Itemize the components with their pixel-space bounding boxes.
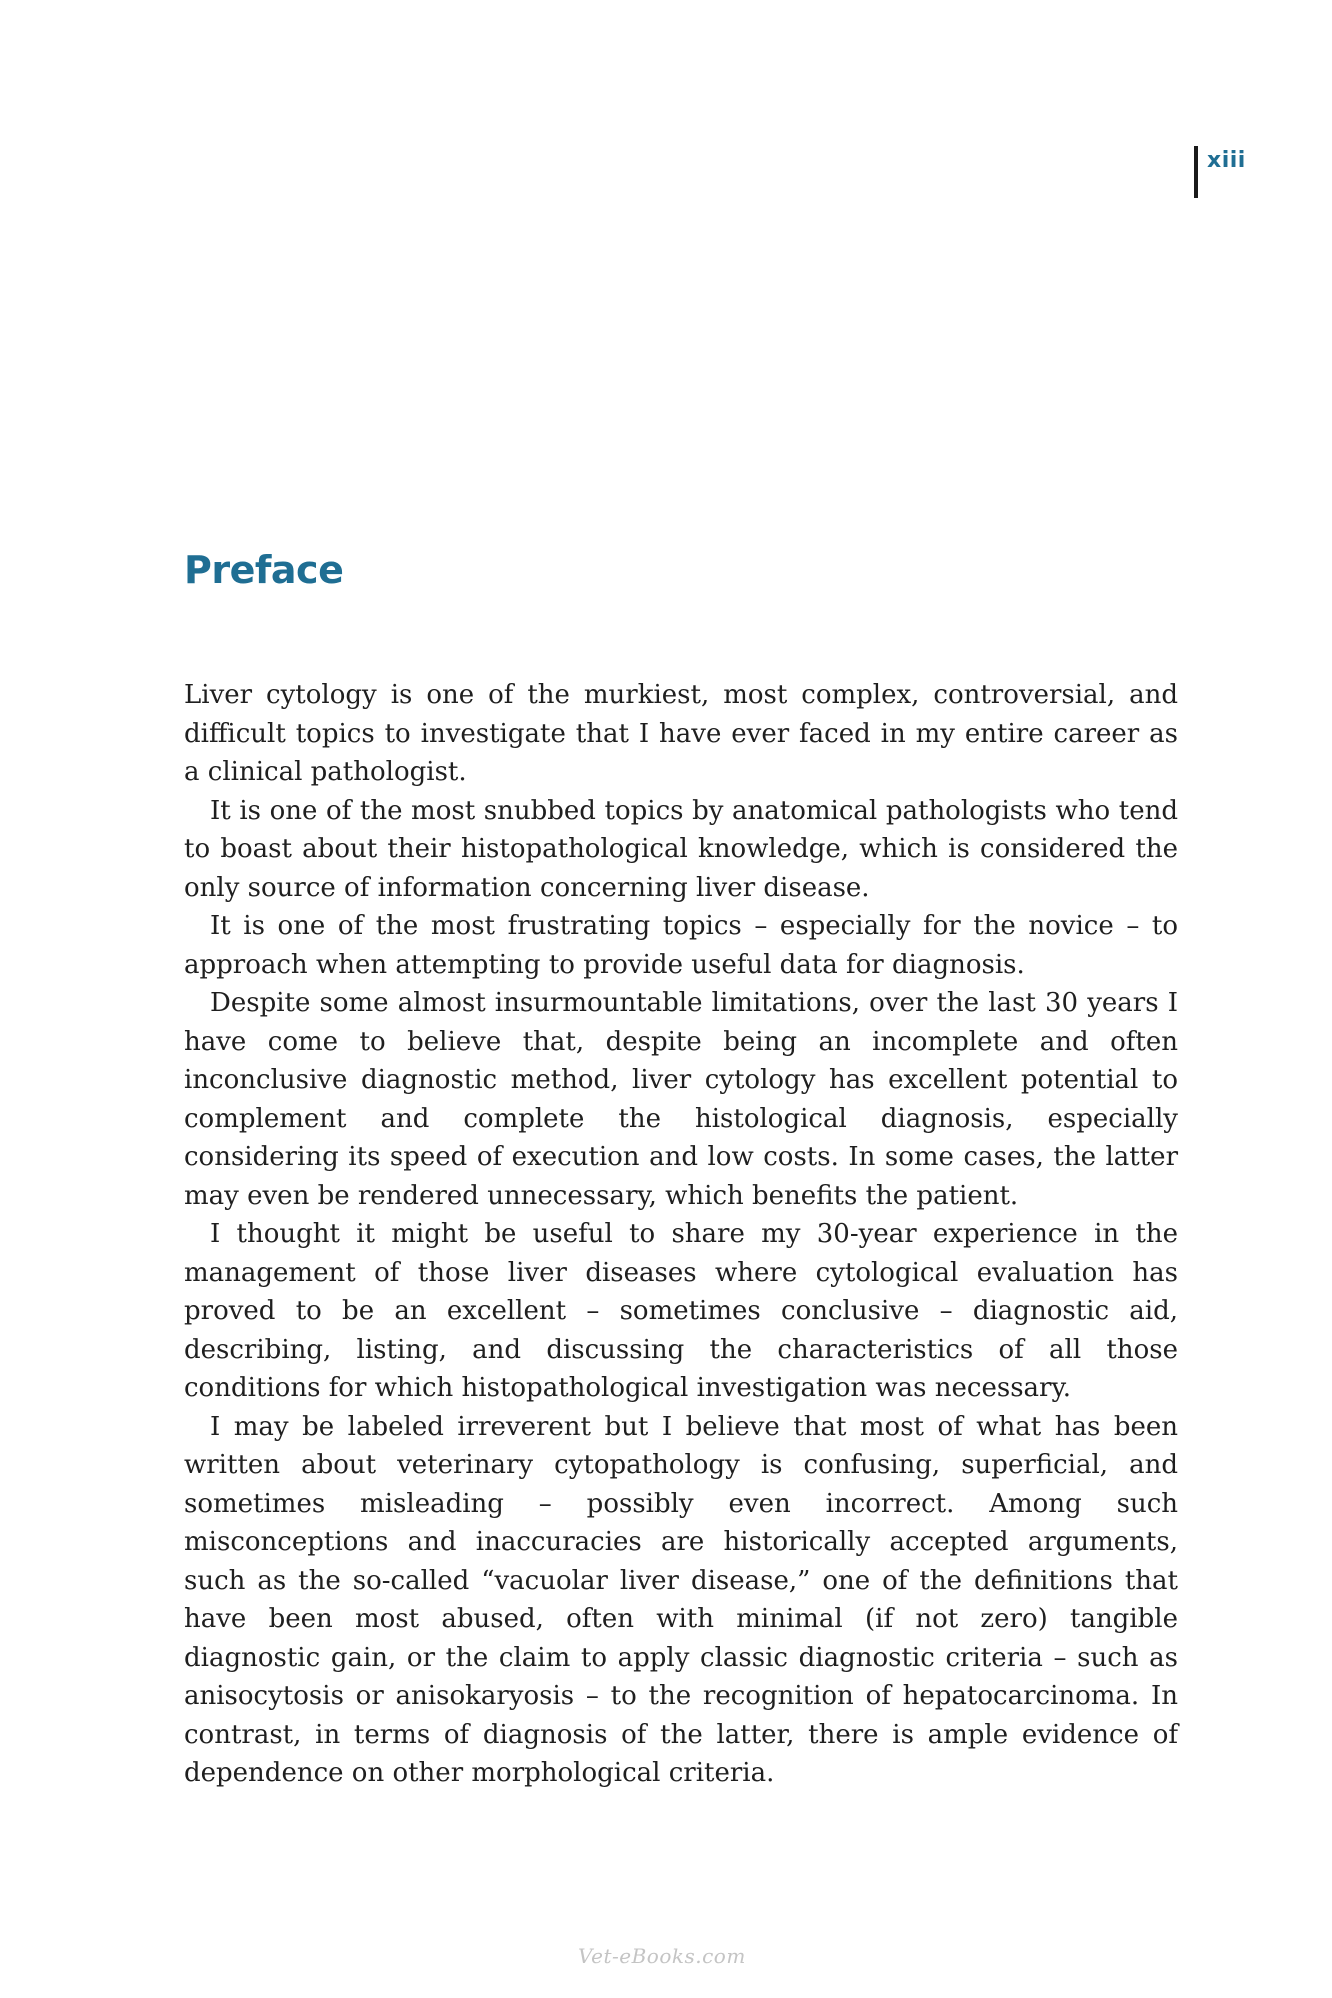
preface-body <box>184 676 1178 1793</box>
paragraph: I may be labeled irreverent but I believe that most of what has been written about veterinary cytopathology is confusing, superficial, and sometimes misleading – possibly even incorrect. Among such misconceptions and inaccuracies are historically accepted arguments, such as the so-called “vacuolar liver disease,” one of the definitions that have been most abused, often with minimal (if not zero) tangible diagnostic gain, or the claim to apply classic diagnostic criteria – such as anisocytosis or anisokaryosis – to the recognition of hepatocarcinoma. In contrast, in terms of diagnosis of the latter, there is ample evidence of dependence on other morphological criteria. <box>184 1411 1178 1788</box>
watermark-logo: Vet-eBooks.com <box>578 1944 746 1968</box>
paragraph: It is one of the most snubbed topics by anatomical pathologists who tend to boast about their histopathological knowledge, which is considered the only source of information concerning liver disease. <box>184 795 1178 903</box>
page-number-rule <box>1194 146 1198 198</box>
paragraph: I thought it might be useful to share my 30-year experience in the management of those liver diseases where cytological evaluation has proved to be an excellent – sometimes conclusive – diagnostic aid, describing, listing, and discussing the characteristics of all those conditions for which histopathological investigation was necessary. <box>184 1219 1178 1403</box>
paragraph: It is one of the most frustrating topics – especially for the novice – to approach when attempting to provide useful data for diagnosis. <box>184 911 1178 980</box>
paragraph: Despite some almost insurmountable limitations, over the last 30 years I have come to believe that, despite being an incomplete and often inconclusive diagnostic method, liver cytology has excellent potential to complement and complete the histological diagnosis, especially considering its speed of execution and low costs. In some cases, the latter may even be rendered unnecessary, which benefits the patient. <box>184 988 1178 1211</box>
chapter-title: Preface <box>184 548 344 592</box>
page-number: xiii <box>1207 148 1246 173</box>
paragraph: Liver cytology is one of the murkiest, most complex, controversial, and difficult topics to investigate that I have ever faced in my entire career as a clinical pathologist. <box>184 680 1178 787</box>
